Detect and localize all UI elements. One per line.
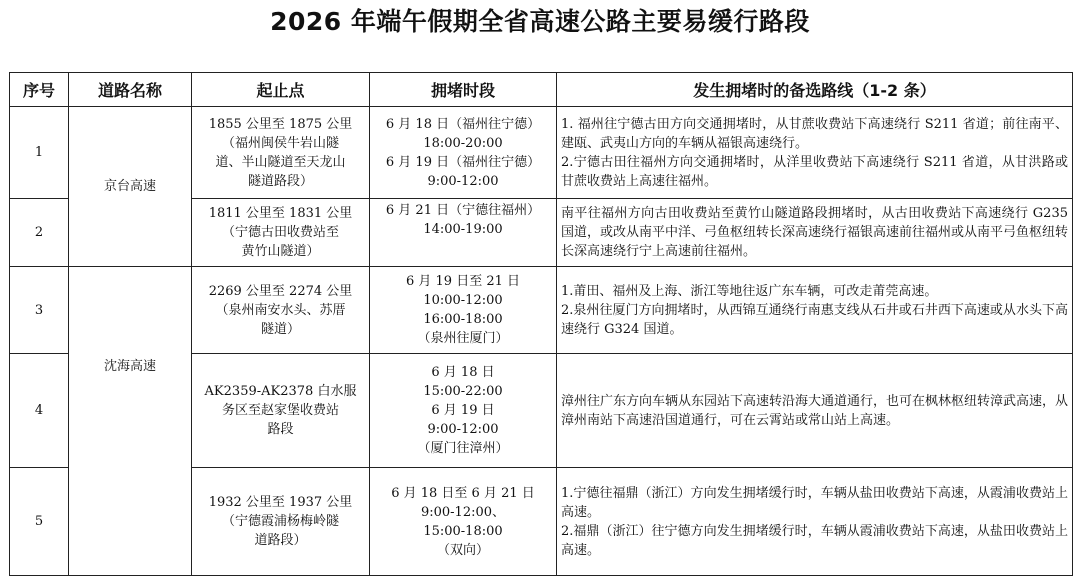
row-routes: 1.宁德往福鼎（浙江）方向发生拥堵缓行时，车辆从盐田收费站下高速，从霞浦收费站上高速。 2.福鼎（浙江）往宁德方向发生拥堵缓行时，车辆从霞浦收费站下高速，从盐田收费站上高速。: [557, 468, 1073, 576]
table-row: [10, 107, 1073, 199]
page-title: 2026 年端午假期全省高速公路主要易缓行路段: [270, 7, 810, 36]
row-routes: 漳州往广东方向车辆从东园站下高速转沿海大通道通行，也可在枫林枢纽转漳武高速，从漳州南站下高速沿国道通行，可在云霄站或常山站上高速。: [557, 354, 1073, 468]
row-index: 3: [10, 267, 69, 354]
row-section: 1855 公里至 1875 公里 （福州闽侯牛岩山隧 道、半山隧道至天龙山 隧道路段）: [192, 107, 370, 199]
row-period: 6 月 18 日（福州往宁德） 18:00-20:00 6 月 19 日（福州往宁德） 9:00-12:00: [370, 107, 557, 199]
table-row: [10, 267, 1073, 354]
row-section: AK2359-AK2378 白水服 务区至赵家堡收费站 路段: [192, 354, 370, 468]
road-name: 沈海高速: [69, 267, 192, 576]
row-index: 2: [10, 199, 69, 267]
row-index: 4: [10, 354, 69, 468]
header-road-name: 道路名称: [69, 73, 192, 107]
table-header-row: [10, 73, 1073, 107]
header-index: 序号: [10, 73, 69, 107]
row-routes: 1. 福州往宁德古田方向交通拥堵时，从甘蔗收费站下高速绕行 S211 省道；前往南平、建瓯、武夷山方向的车辆从福银高速绕行。 2.宁德古田往福州方向交通拥堵时，从洋里收费站下高速绕行 S211 省道，从甘洪路或甘蔗收费站上高速往福州。: [557, 107, 1073, 199]
row-period: 6 月 21 日（宁德往福州） 14:00-19:00: [370, 199, 557, 267]
header-period: 拥堵时段: [370, 73, 557, 107]
header-alternate-routes: 发生拥堵时的备选路线（1-2 条）: [557, 73, 1073, 107]
row-index: 5: [10, 468, 69, 576]
row-routes: 南平往福州方向古田收费站至黄竹山隧道路段拥堵时，从古田收费站下高速绕行 G235 国道，或改从南平中洋、弓鱼枢纽转长深高速绕行福银高速前往福州或从南平弓鱼枢纽转长深高速绕行宁上高速前往福州。: [557, 199, 1073, 267]
row-period: 6 月 18 日至 6 月 21 日 9:00-12:00、 15:00-18:00 （双向）: [370, 468, 557, 576]
header-section: 起止点: [192, 73, 370, 107]
row-routes: 1.莆田、福州及上海、浙江等地往返广东车辆，可改走莆莞高速。 2.泉州往厦门方向拥堵时，从西锦互通绕行南惠支线从石井或石井西下高速或从水头下高速绕行 G324 国道。: [557, 267, 1073, 354]
row-period: 6 月 18 日 15:00-22:00 6 月 19 日 9:00-12:00 （厦门往漳州）: [370, 354, 557, 468]
congestion-table: [9, 72, 1073, 576]
row-period: 6 月 19 日至 21 日 10:00-12:00 16:00-18:00 （泉州往厦门）: [370, 267, 557, 354]
row-section: 2269 公里至 2274 公里 （泉州南安水头、苏厝 隧道）: [192, 267, 370, 354]
row-section: 1811 公里至 1831 公里 （宁德古田收费站至 黄竹山隧道）: [192, 199, 370, 267]
road-name: 京台高速: [69, 107, 192, 267]
row-section: 1932 公里至 1937 公里 （宁德霞浦杨梅岭隧 道路段）: [192, 468, 370, 576]
row-index: 1: [10, 107, 69, 199]
